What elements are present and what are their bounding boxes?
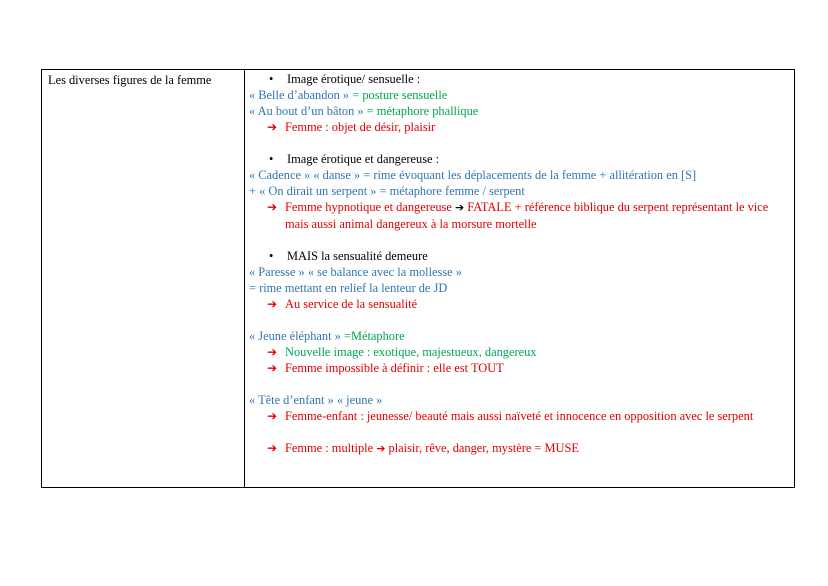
quote-line: [249, 87, 789, 103]
conclusion-text: Nouvelle image : exotique, majestueux, dangereux: [285, 345, 537, 359]
meaning-text: = métaphore phallique: [366, 104, 479, 118]
arrow-right-icon: ➔: [267, 200, 278, 214]
bullet-dot-icon: •: [269, 152, 274, 166]
quote-text: + « On dirait un serpent »: [249, 184, 380, 198]
conclusion-text: Femme : objet de désir, plaisir: [285, 120, 436, 134]
meaning-text: =Métaphore: [343, 329, 405, 343]
conclusion-line: [249, 408, 789, 424]
conclusion-line: [249, 296, 789, 312]
quote-text: « Belle d’abandon »: [249, 88, 353, 102]
quote-line: [249, 183, 789, 199]
bullet-text: Image érotique/ sensuelle :: [287, 72, 421, 86]
conclusion-text: Femme hypnotique et dangereuse: [285, 200, 455, 214]
quote-line: « Paresse » « se balance avec la mollesse »: [249, 265, 462, 279]
quote-line: [249, 328, 789, 344]
column-divider: [244, 70, 245, 487]
arrow-right-icon: ➔: [376, 442, 386, 455]
content-table: [41, 69, 795, 488]
bullet-dot-icon: •: [269, 72, 274, 86]
left-cell-heading: Les diverses figures de la femme: [48, 73, 212, 87]
meaning-text: = métaphore femme / serpent: [379, 184, 525, 198]
conclusion-line: [249, 440, 789, 457]
conclusion-text: Femme : multiple: [285, 441, 377, 455]
conclusion-line: [249, 360, 789, 376]
bullet-dot-icon: •: [269, 249, 274, 263]
bullet-text: Image érotique et dangereuse :: [287, 152, 440, 166]
quote-text: « Au bout d’un bâton »: [249, 104, 367, 118]
arrow-right-icon: ➔: [267, 120, 278, 134]
conclusion-text: Femme impossible à définir : elle est TOUT: [285, 361, 504, 375]
arrow-right-icon: ➔: [267, 345, 278, 359]
bullet-text: MAIS la sensualité demeure: [287, 249, 428, 263]
arrow-right-icon: ➔: [267, 409, 278, 423]
bullet-item-erotic-sensual: [249, 71, 789, 87]
right-cell-analysis: [249, 71, 789, 457]
arrow-right-icon: ➔: [267, 361, 278, 375]
conclusion-line: [249, 119, 789, 135]
quote-text: « Jeune éléphant »: [249, 329, 344, 343]
conclusion-text: Au service de la sensualité: [285, 297, 418, 311]
meaning-text: = posture sensuelle: [352, 88, 448, 102]
conclusion-text: FATALE + référence biblique du serpent représentant le vice mais aussi animal dangereux à la morsure mortelle: [285, 200, 769, 231]
conclusion-line: [249, 199, 789, 232]
arrow-right-icon: ➔: [267, 441, 278, 455]
conclusion-text: Femme-enfant : jeunesse/ beauté mais aussi naïveté et innocence en opposition avec le serpent: [285, 409, 754, 423]
quote-line: = rime mettant en relief la lenteur de JD: [249, 281, 448, 295]
conclusion-text: plaisir, rêve, danger, mystère = MUSE: [385, 441, 579, 455]
quote-line: [249, 103, 789, 119]
bullet-item-sensuality-remains: [249, 248, 789, 264]
arrow-right-icon: ➔: [454, 201, 465, 214]
conclusion-line: [249, 344, 789, 360]
arrow-right-icon: ➔: [267, 297, 278, 311]
quote-line: « Tête d’enfant » « jeune »: [249, 393, 383, 407]
quote-line: « Cadence » « danse » = rime évoquant les déplacements de la femme + allitération en [S]: [249, 168, 697, 182]
bullet-item-erotic-dangerous: [249, 151, 789, 167]
